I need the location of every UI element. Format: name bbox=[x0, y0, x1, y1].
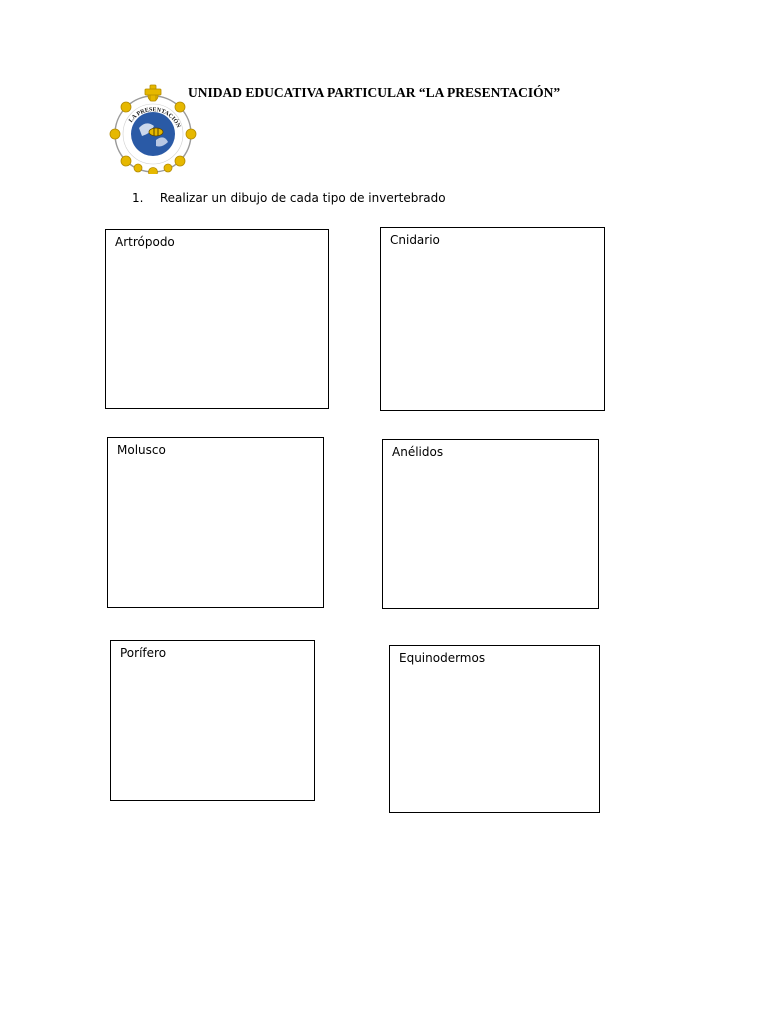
instruction bbox=[132, 191, 446, 205]
drawing-box-molusco[interactable] bbox=[107, 437, 324, 608]
box-label: Artrópodo bbox=[115, 235, 175, 249]
box-label: Cnidario bbox=[390, 233, 440, 247]
drawing-box-porifero[interactable] bbox=[110, 640, 315, 801]
box-label: Equinodermos bbox=[399, 651, 486, 665]
logo-ring-text: LA PRESENTACIÓN bbox=[128, 107, 182, 129]
box-label: Molusco bbox=[117, 443, 166, 457]
drawing-box-equinodermos[interactable] bbox=[389, 645, 600, 813]
box-label: Porífero bbox=[120, 646, 167, 660]
drawing-box-cnidario[interactable] bbox=[380, 227, 605, 411]
instruction-text: Realizar un dibujo de cada tipo de invertebrado bbox=[159, 191, 446, 205]
school-crest-icon bbox=[106, 84, 200, 174]
box-label: Anélidos bbox=[392, 445, 444, 459]
instruction-number: 1. bbox=[132, 191, 144, 205]
drawing-box-artropodo[interactable] bbox=[105, 229, 329, 409]
school-logo bbox=[106, 84, 200, 174]
drawing-box-anelidos[interactable] bbox=[382, 439, 599, 609]
page-title: UNIDAD EDUCATIVA PARTICULAR “LA PRESENTACIÓN” bbox=[188, 85, 561, 100]
